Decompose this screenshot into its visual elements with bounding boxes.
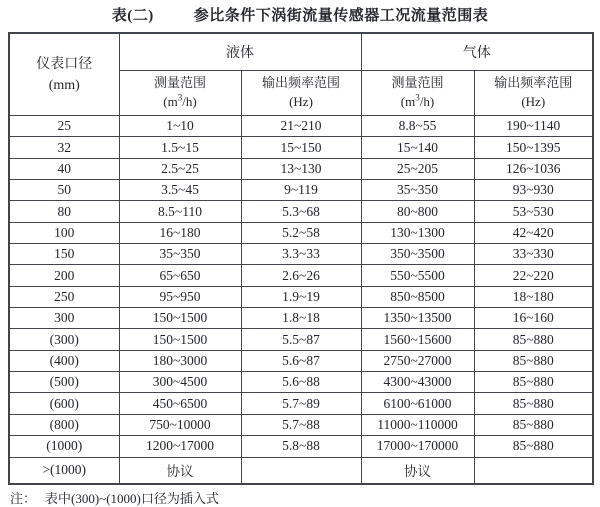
- header-gas-measure-range: [361, 71, 474, 116]
- value-cell: 550~5500: [361, 265, 474, 286]
- value-cell: 33~330: [474, 244, 593, 265]
- value-cell: 42~420: [474, 222, 593, 243]
- value-cell: 35~350: [119, 244, 241, 265]
- diameter-cell: 300: [9, 308, 119, 329]
- value-cell: 5.2~58: [241, 222, 361, 243]
- footnote: [10, 488, 219, 507]
- value-cell: 1560~15600: [361, 329, 474, 350]
- liquid-measure-range-label: 测量范围: [153, 75, 206, 91]
- value-cell: 85~880: [474, 372, 593, 393]
- table-row: [9, 201, 593, 222]
- table-row: [9, 158, 593, 179]
- liquid-measure-range-unit: $(m^3/h)$: [163, 92, 197, 109]
- value-cell: 11000~110000: [361, 414, 474, 435]
- table-row: [9, 329, 593, 350]
- value-cell: 5.7~89: [241, 393, 361, 414]
- value-cell: [241, 457, 361, 484]
- diameter-cell: >(1000): [9, 457, 119, 484]
- diameter-cell: (1000): [9, 436, 119, 457]
- value-cell: 5.5~87: [241, 329, 361, 350]
- value-cell: 2750~27000: [361, 350, 474, 371]
- table-row: [9, 286, 593, 307]
- value-cell: 5.7~88: [241, 414, 361, 435]
- value-cell: 93~930: [474, 180, 593, 201]
- table-body: [9, 116, 593, 485]
- header-group-row: [9, 33, 593, 71]
- value-cell: 1200~17000: [119, 436, 241, 457]
- diameter-cell: 25: [9, 116, 119, 137]
- table-row: [9, 414, 593, 435]
- flow-range-table: [8, 32, 594, 485]
- value-cell: 150~1500: [119, 329, 241, 350]
- diameter-cell: 250: [9, 286, 119, 307]
- table-number-label: 表(二): [111, 8, 154, 24]
- value-cell: 协议: [119, 457, 241, 484]
- diameter-cell: (400): [9, 350, 119, 371]
- gas-freq-range-label: 输出频率范围: [494, 75, 573, 91]
- table-row: [9, 265, 593, 286]
- diameter-cell: 40: [9, 158, 119, 179]
- liquid-freq-range-label: 输出频率范围: [261, 75, 340, 91]
- value-cell: 4300~43000: [361, 372, 474, 393]
- value-cell: 1.8~18: [241, 308, 361, 329]
- diameter-cell: (800): [9, 414, 119, 435]
- table-row: [9, 350, 593, 371]
- value-cell: 2.5~25: [119, 158, 241, 179]
- value-cell: 85~880: [474, 414, 593, 435]
- table-row: [9, 180, 593, 201]
- header-group-gas: 气体: [361, 33, 593, 71]
- diameter-cell: 50: [9, 180, 119, 201]
- value-cell: 85~880: [474, 393, 593, 414]
- value-cell: 6100~61000: [361, 393, 474, 414]
- value-cell: 15~150: [241, 137, 361, 158]
- footnote-text: 表中(300)~(1000)口径为插入式: [45, 491, 219, 506]
- footnote-label: 注：: [10, 491, 37, 506]
- value-cell: 65~650: [119, 265, 241, 286]
- value-cell: 5.6~87: [241, 350, 361, 371]
- header-diameter-label: 仪表口径: [36, 56, 93, 72]
- value-cell: 750~10000: [119, 414, 241, 435]
- diameter-cell: 100: [9, 222, 119, 243]
- value-cell: 5.3~68: [241, 201, 361, 222]
- header-group-liquid: 液体: [119, 33, 361, 71]
- value-cell: 85~880: [474, 436, 593, 457]
- value-cell: 5.8~88: [241, 436, 361, 457]
- value-cell: 1~10: [119, 116, 241, 137]
- table-row: [9, 393, 593, 414]
- value-cell: 协议: [361, 457, 474, 484]
- value-cell: 3.3~33: [241, 244, 361, 265]
- value-cell: 16~180: [119, 222, 241, 243]
- value-cell: 1.9~19: [241, 286, 361, 307]
- value-cell: 180~3000: [119, 350, 241, 371]
- diameter-cell: (600): [9, 393, 119, 414]
- table-header: [9, 33, 593, 116]
- value-cell: 3.5~45: [119, 180, 241, 201]
- table-row: [9, 457, 593, 484]
- value-cell: 21~210: [241, 116, 361, 137]
- value-cell: 150~1395: [474, 137, 593, 158]
- value-cell: 13~130: [241, 158, 361, 179]
- header-diameter-unit: (mm): [48, 77, 80, 93]
- value-cell: 5.6~88: [241, 372, 361, 393]
- liquid-freq-range-unit: (Hz): [289, 94, 313, 109]
- value-cell: 22~220: [474, 265, 593, 286]
- value-cell: 18~180: [474, 286, 593, 307]
- value-cell: 190~1140: [474, 116, 593, 137]
- diameter-cell: (300): [9, 329, 119, 350]
- table-row: [9, 436, 593, 457]
- diameter-cell: 80: [9, 201, 119, 222]
- value-cell: 53~530: [474, 201, 593, 222]
- header-diameter: [9, 33, 119, 116]
- value-cell: 17000~170000: [361, 436, 474, 457]
- value-cell: 8.8~55: [361, 116, 474, 137]
- value-cell: 35~350: [361, 180, 474, 201]
- value-cell: 450~6500: [119, 393, 241, 414]
- diameter-cell: (500): [9, 372, 119, 393]
- header-liquid-freq-range: [241, 71, 361, 116]
- gas-measure-range-label: 测量范围: [391, 75, 444, 91]
- table-row: [9, 116, 593, 137]
- table-row: [9, 137, 593, 158]
- value-cell: 126~1036: [474, 158, 593, 179]
- value-cell: 95~950: [119, 286, 241, 307]
- value-cell: 2.6~26: [241, 265, 361, 286]
- value-cell: 130~1300: [361, 222, 474, 243]
- diameter-cell: 200: [9, 265, 119, 286]
- value-cell: 1.5~15: [119, 137, 241, 158]
- diameter-cell: 150: [9, 244, 119, 265]
- value-cell: 85~880: [474, 350, 593, 371]
- value-cell: 300~4500: [119, 372, 241, 393]
- value-cell: 850~8500: [361, 286, 474, 307]
- diameter-cell: 32: [9, 137, 119, 158]
- page-title: [0, 4, 600, 25]
- table-row: [9, 222, 593, 243]
- value-cell: 80~800: [361, 201, 474, 222]
- value-cell: 15~140: [361, 137, 474, 158]
- header-gas-freq-range: [474, 71, 593, 116]
- value-cell: 150~1500: [119, 308, 241, 329]
- gas-measure-range-unit: $(m^3/h)$: [400, 92, 435, 109]
- value-cell: 350~3500: [361, 244, 474, 265]
- cubic-superscript: 3: [177, 92, 183, 103]
- table-row: [9, 372, 593, 393]
- cubic-superscript: 3: [415, 92, 420, 103]
- gas-freq-range-unit: (Hz): [521, 94, 546, 109]
- value-cell: 85~880: [474, 329, 593, 350]
- value-cell: 25~205: [361, 158, 474, 179]
- table-row: [9, 308, 593, 329]
- value-cell: 8.5~110: [119, 201, 241, 222]
- value-cell: [474, 457, 593, 484]
- value-cell: 16~160: [474, 308, 593, 329]
- table-title-text: 参比条件下涡街流量传感器工况流量范围表: [193, 8, 489, 24]
- header-liquid-measure-range: [119, 71, 241, 116]
- table-row: [9, 244, 593, 265]
- value-cell: 9~119: [241, 180, 361, 201]
- value-cell: 1350~13500: [361, 308, 474, 329]
